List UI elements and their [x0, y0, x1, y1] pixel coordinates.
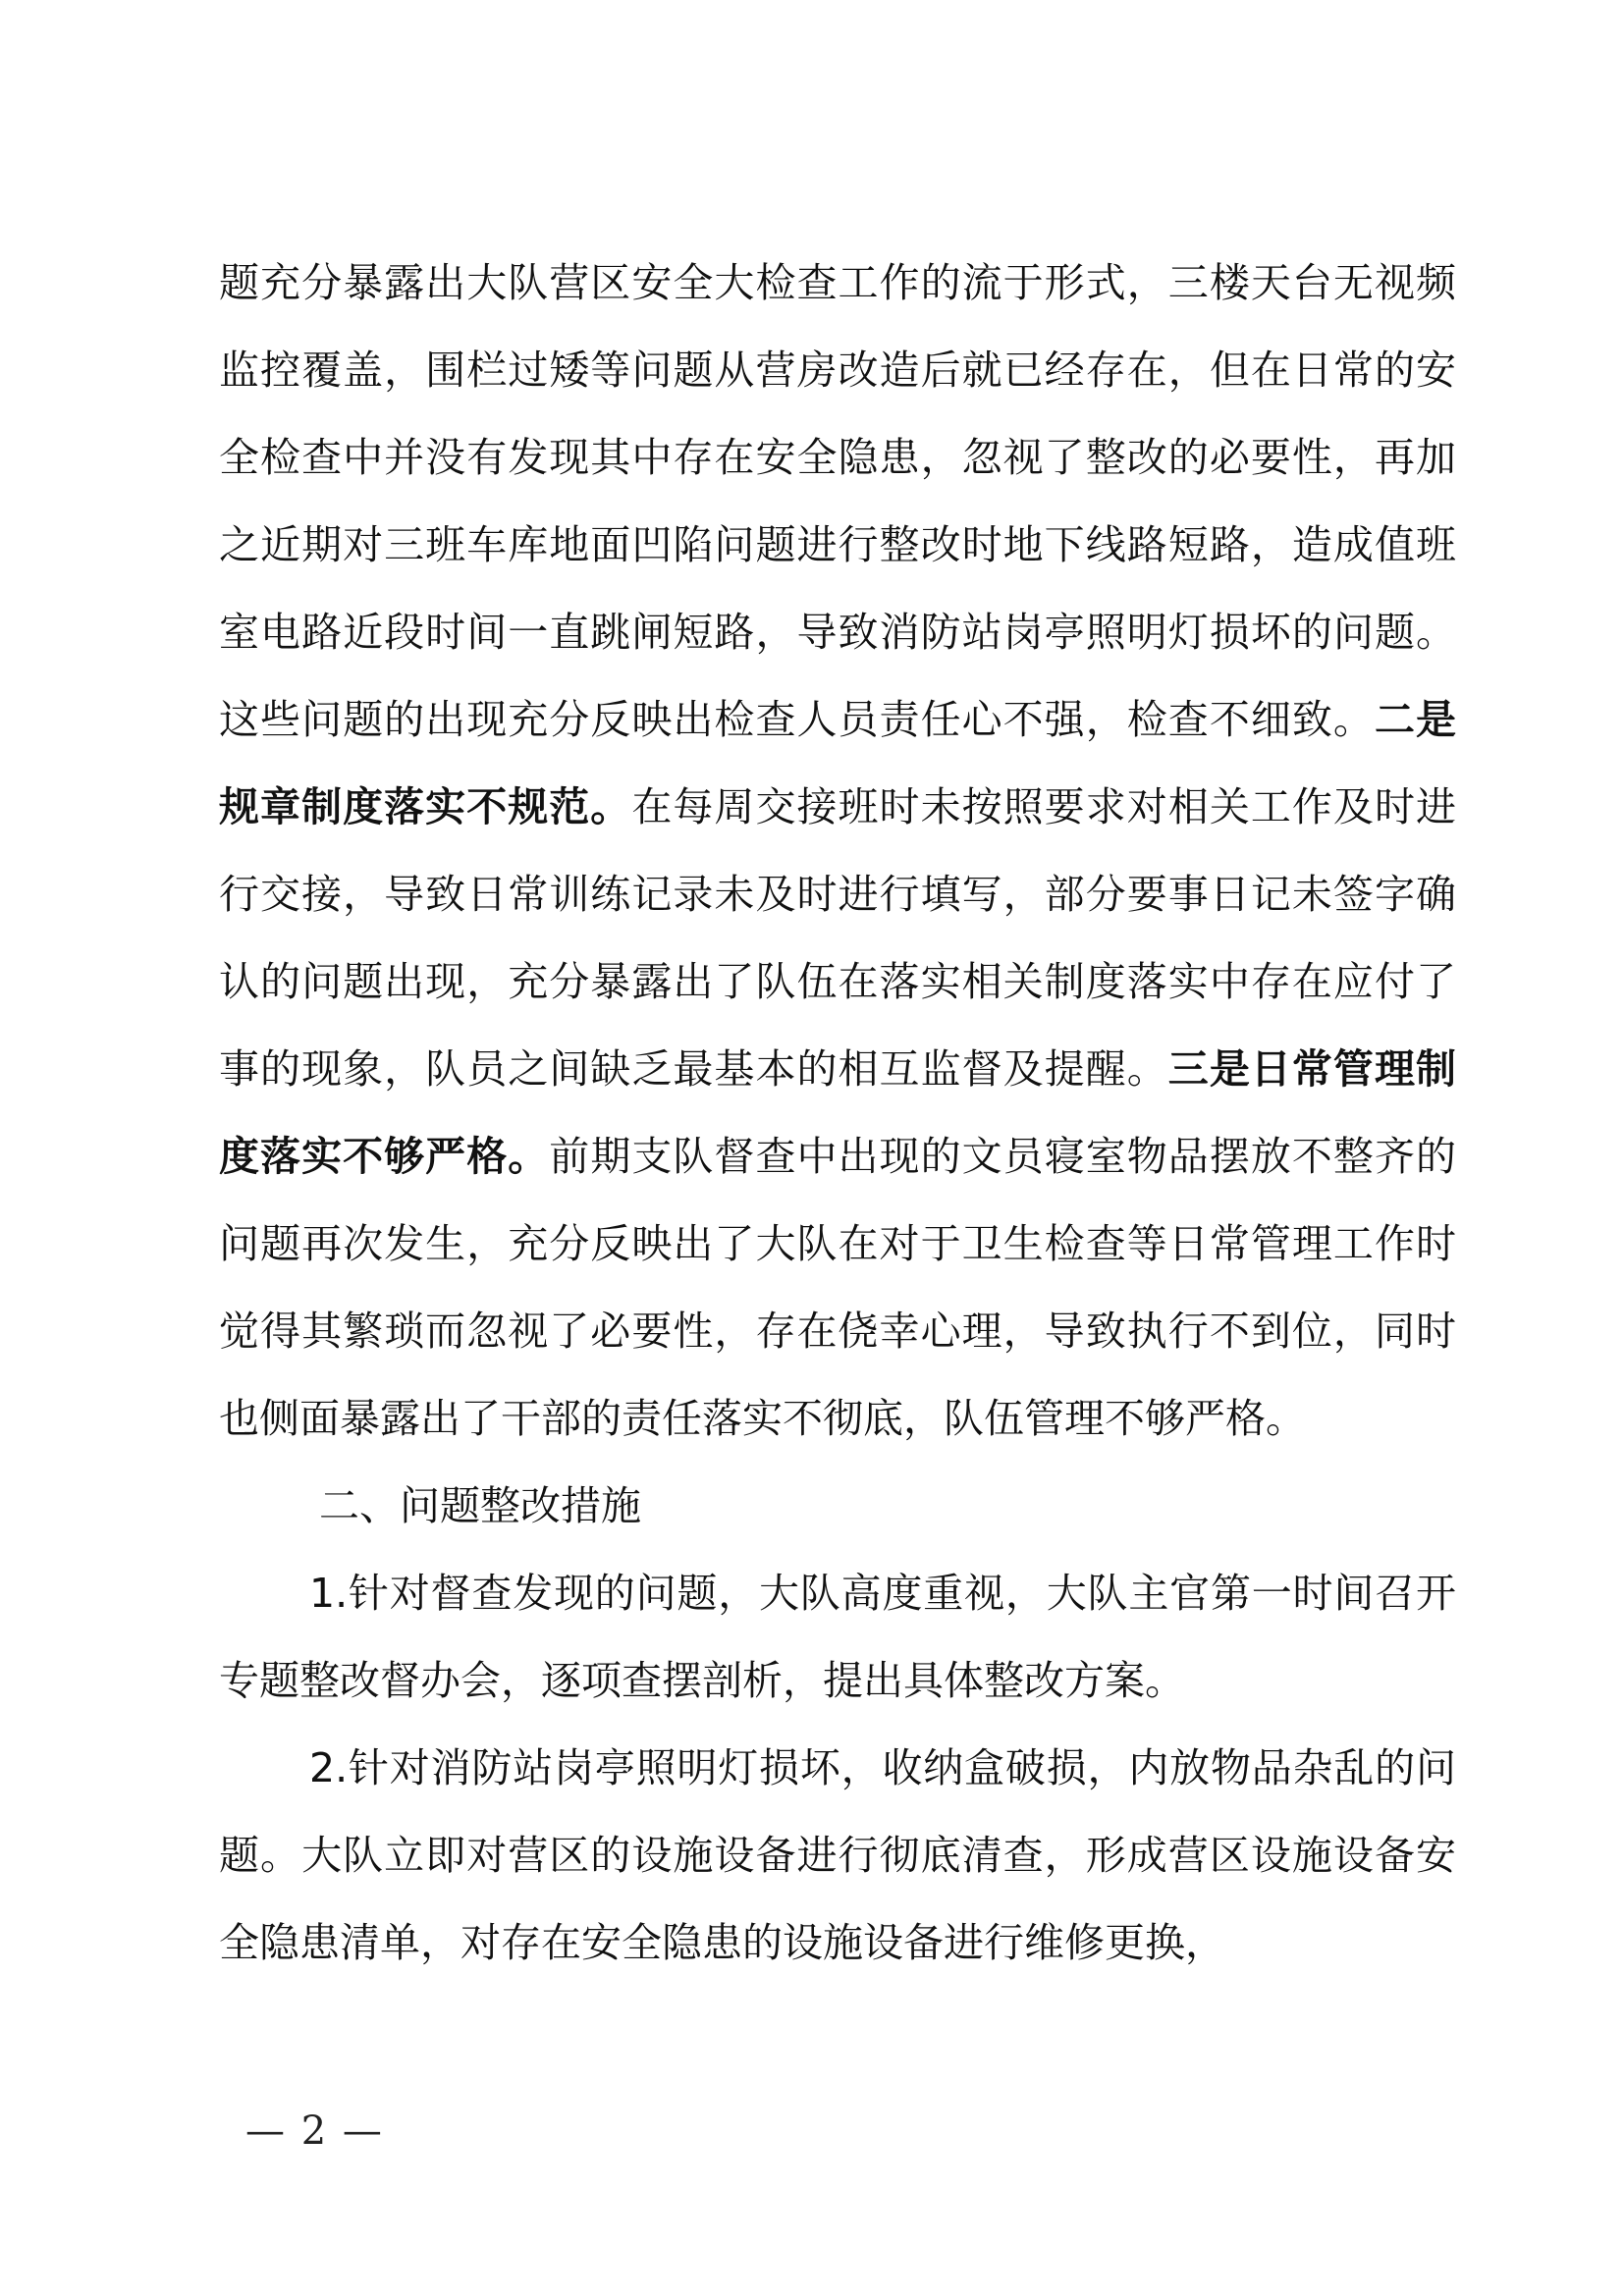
paragraph-problem-analysis [219, 240, 1456, 1463]
bold-point-two: 二是规章制度落实不规范。 [219, 696, 1457, 830]
paragraph-text-part-1: 题充分暴露出大队营区安全大检查工作的流于形式，三楼天台无视频监控覆盖，围栏过矮等问题从营房改造后就已经存在，但在日常的安全检查中并没有发现其中存在安全隐患，忽视了整改的必要性，再加之近期对三班车库地面凹陷问题进行整改时地下线路短路，造成值班室电路近段时间一直跳闸短路，导致消防站岗亭照明灯损坏的问题。这些问题的出现充分反映出检查人员责任心不强，检查不细致。 [219, 259, 1456, 743]
page-number: — 2 — [245, 2109, 384, 2154]
bold-point-three: 三是日常管理制度落实不够严格。 [219, 1045, 1457, 1180]
paragraph-text-part-5: 前期支队督查中出现的文员寝室物品摆放不整齐的问题再次发生，充分反映出了大队在对于卫生检查等日常管理工作时觉得其繁琐而忽视了必要性，存在侥幸心理，导致执行不到位，同时也侧面暴露出了干部的责任落实不彻底，队伍管理不够严格。 [219, 1133, 1457, 1442]
measure-item-2: 2.针对消防站岗亭照明灯损坏，收纳盒破损，内放物品杂乱的问题。大队立即对营区的设施设备进行彻底清查，形成营区设施设备安全隐患清单，对存在安全隐患的设施设备进行维修更换， [219, 1744, 1456, 1966]
measure-item-1: 1.针对督查发现的问题，大队高度重视，大队主官第一时间召开专题整改督办会，逐项查摆剖析，提出具体整改方案。 [219, 1570, 1456, 1704]
section-heading: 二、问题整改措施 [319, 1482, 641, 1529]
document-body [219, 240, 1456, 1987]
paragraph-text-part-3: 在每周交接班时未按照要求对相关工作及时进行交接，导致日常训练记录未及时进行填写，部分要事日记未签字确认的问题出现，充分暴露出了队伍在落实相关制度落实中存在应付了事的现象，队员之间缺乏最基本的相互监督及提醒。 [219, 783, 1456, 1093]
